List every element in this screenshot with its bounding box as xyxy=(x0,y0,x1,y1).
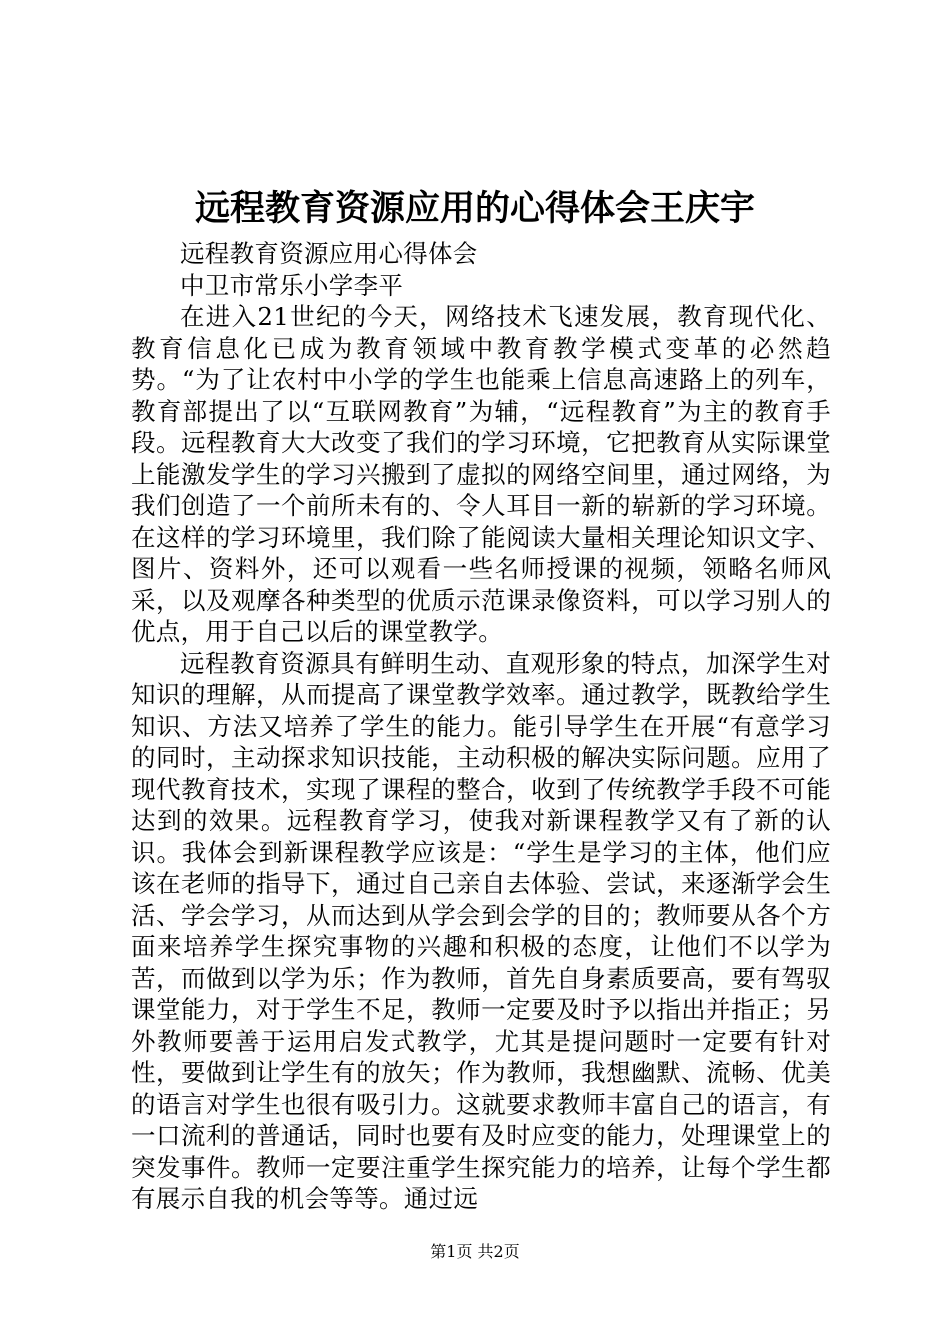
paragraph: 在进入21世纪的今天，网络技术飞速发展，教育现代化、教育信息化已成为教育领域中教育教学模式变革的必然趋势。“为了让农村中小学的学生也能乘上信息高速路上的列车，教育部提出了以“互联网教育”为辅，“远程教育”为主的教育手段。远程教育大大改变了我们的学习环境，它把教育从实际课堂上能激发学生的学习兴搬到了虚拟的网络空间里，通过网络，为我们创造了一个前所未有的、令人耳目一新的崭新的学习环境。在这样的学习环境里，我们除了能阅读大量相关理论知识文字、图片、资料外，还可以观看一些名师授课的视频，领略名师风采，以及观摩各种类型的优质示范课录像资料，可以学习别人的优点，用于自己以后的课堂教学。 xyxy=(131,302,831,646)
page-footer: 第1页 共2页 xyxy=(430,1242,520,1261)
document-title: 远程教育资源应用的心得体会王庆宇 xyxy=(194,188,755,229)
document-author: 中卫市常乐小学李平 xyxy=(180,270,404,300)
document-body xyxy=(131,238,831,1215)
paragraph: 远程教育资源具有鲜明生动、直观形象的特点，加深学生对知识的理解，从而提高了课堂教学效率。通过教学，既教给学生知识、方法又培养了学生的能力。能引导学生在开展“有意学习的同时，主动探求知识技能，主动积极的解决实际问题。应用了现代教育技术，实现了课程的整合，收到了传统教学手段不可能达到的效果。远程教育学习，使我对新课程教学又有了新的认识。我体会到新课程教学应该是：“学生是学习的主体，他们应该在老师的指导下，通过自己亲自去体验、尝试，来逐渐学会生活、学会学习，从而达到从学会到会学的目的；教师要从各个方面来培养学生探究事物的兴趣和积极的态度，让他们不以学为苦，而做到以学为乐；作为教师，首先自身素质要高，要有驾驭课堂能力，对于学生不足，教师一定要及时予以指出并指正；另外教师要善于运用启发式教学，尤其是提问题时一定要有针对性，要做到让学生有的放矢；作为教师，我想幽默、流畅、优美的语言对学生也很有吸引力。这就要求教师丰富自己的语言，有一口流利的普通话，同时也要有及时应变的能力，处理课堂上的突发事件。教师一定要注重学生探究能力的培养，让每个学生都有展示自我的机会等等。通过远 xyxy=(131,648,831,1213)
document-subtitle: 远程教育资源应用心得体会 xyxy=(180,239,478,268)
